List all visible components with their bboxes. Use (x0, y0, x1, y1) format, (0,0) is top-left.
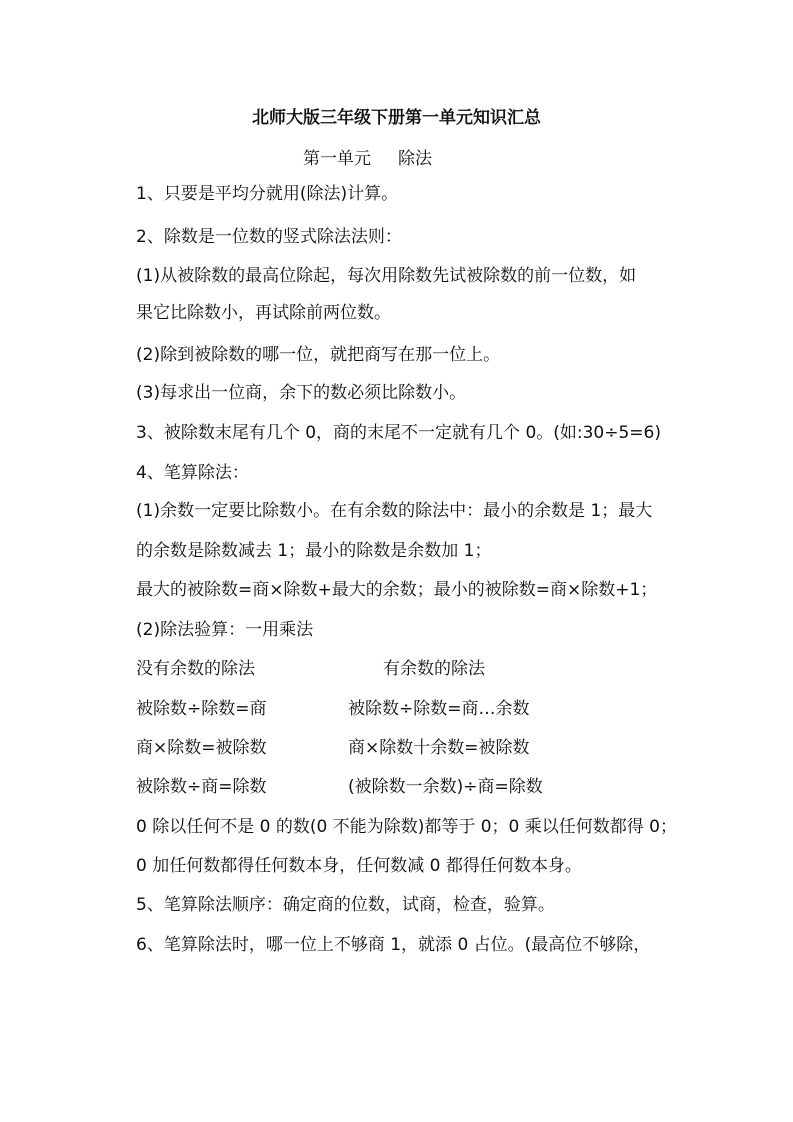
text-line: (3)每求出一位商，余下的数必须比除数小。 (136, 383, 467, 403)
unit-subtitle: 第一单元 除法 (303, 149, 433, 169)
text-line: (2)除法验算：一用乘法 (136, 620, 314, 640)
text-line: 0 除以任何不是 0 的数(0 不能为除数)都等于 0；0 乘以任何数都得 0； (136, 817, 677, 837)
text-line: 6、笔算除法时，哪一位上不够商 1，就添 0 占位。(最高位不够除， (136, 935, 651, 955)
table-cell-right: 被除数÷除数=商…余数 (348, 699, 530, 719)
text-line: 的余数是除数减去 1；最小的除数是余数加 1； (136, 541, 492, 561)
text-line: 1、只要是平均分就用(除法)计算。 (136, 184, 399, 204)
text-line: 0 加任何数都得任何数本身，任何数减 0 都得任何数本身。 (136, 856, 582, 876)
text-line: 3、被除数末尾有几个 0，商的末尾不一定就有几个 0。(如:30÷5=6) (136, 423, 661, 443)
text-line: (2)除到被除数的哪一位，就把商写在那一位上。 (136, 345, 501, 365)
text-line: 4、笔算除法： (136, 463, 249, 483)
table-cell-left: 商×除数=被除数 (136, 738, 267, 758)
text-line: 5、笔算除法顺序：确定商的位数，试商，检查，验算。 (136, 895, 555, 915)
text-line: 果它比除数小，再试除前两位数。 (136, 303, 391, 323)
table-cell-left: 被除数÷商=除数 (136, 777, 267, 797)
text-line: (1)余数一定要比除数小。在有余数的除法中：最小的余数是 1；最大 (136, 501, 653, 521)
text-line: (1)从被除数的最高位除起，每次用除数先试被除数的前一位数，如 (136, 266, 637, 286)
table-cell-right: 商×除数十余数=被除数 (348, 738, 530, 758)
text-line: 2、除数是一位数的竖式除法法则： (136, 227, 402, 247)
table-header-left: 没有余数的除法 (136, 659, 255, 679)
table-cell-right: (被除数一余数)÷商=除数 (348, 777, 543, 797)
document-title: 北师大版三年级下册第一单元知识汇总 (252, 108, 541, 128)
table-header-right: 有余数的除法 (383, 659, 485, 679)
table-cell-left: 被除数÷除数=商 (136, 699, 267, 719)
text-line: 最大的被除数=商×除数+最大的余数；最小的被除数=商×除数+1； (136, 580, 658, 600)
